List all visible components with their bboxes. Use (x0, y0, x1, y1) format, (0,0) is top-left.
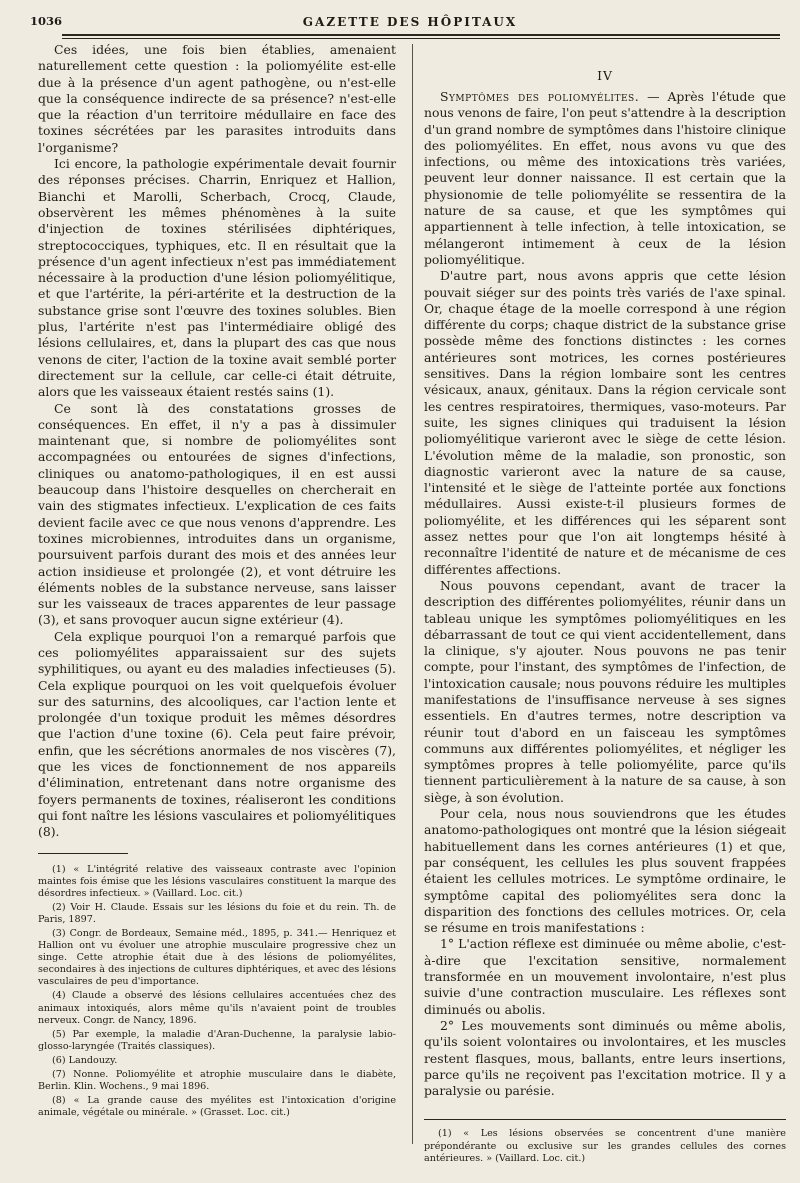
paragraph (424, 89, 786, 268)
section-title: Symptômes des poliomyélites. (440, 89, 640, 104)
footnote: (1) « Les lésions observées se concentrent d'une manière prépondérante ou exclusive sur les grandes cellules des cornes antérieures. » (Vaillard. Loc. cit.) (424, 1128, 786, 1164)
right-column (424, 42, 786, 1167)
header-rule-thin (62, 38, 780, 39)
footnote: (5) Par exemple, la maladie d'Aran-Duchenne, la paralysie labio-glosso-laryngée (Traités classiques). (38, 1028, 396, 1052)
footnote: (3) Congr. de Bordeaux, Semaine méd., 1895, p. 341.— Henriquez et Hallion ont vu évoluer une atrophie musculaire progressive chez un singe. Cette atrophie était due à des lésions de poliomyélites, secondaires à des injections de cultures diphtériques, et avec des lésions vasculaires de peu d'importance. (38, 928, 396, 988)
footnote: (8) « La grande cause des myélites est l'intoxication d'origine animale, végétale ou minérale. » (Grasset. Loc. cit.) (38, 1095, 396, 1119)
header-rule (62, 34, 780, 36)
paragraph: 1° L'action réflexe est diminuée ou même abolie, c'est-à-dire que l'excitation sensitive, normalement transformée en un mouvement involontaire, n'est plus suivie d'une contraction musculaire. Les réflexes sont diminués ou abolis. (424, 936, 786, 1017)
left-column (38, 42, 396, 1121)
paragraph-text: — Après l'étude que nous venons de faire, l'on peut s'attendre à la description d'un grand nombre de symptômes dans l'histoire clinique des poliomyélites. En effet, nous avons vu que des infections, ou même des intoxications très variées, peuvent leur donner naissance. Il est certain que la physionomie de telle poliomyélite se ressentira de la nature de sa cause, et que les symptômes qui appartiennent à telle infection, à telle intoxication, se mélangeront intimement à ceux de la lésion poliomyélitique. (424, 89, 786, 267)
paragraph: D'autre part, nous avons appris que cette lésion pouvait siéger sur des points très variés de l'axe spinal. Or, chaque étage de la moelle correspond à une région différente du corps; chaque district de la substance grise possède même des fonctions distinctes : les cornes antérieures sont motrices, les cornes postérieures sensitives. Dans la région lombaire sont les centres vésicaux, anaux, génitaux. Dans la région cervicale sont les centres respiratoires, thermiques, vaso-moteurs. Par suite, les signes cliniques qui traduisent la lésion poliomyélitique varieront avec le siège de cette lésion. L'évolution même de la maladie, son pronostic, son diagnostic varieront avec la nature de sa cause, l'intensité et le siège de l'atteinte portée aux fonctions médullaires. Aussi existe-t-il plusieurs formes de poliomyélite, et les différences qui les séparent sont assez nettes pour que l'on ait longtemps hésité à reconnaître l'identité de nature et de mécanisme de ces différentes affections. (424, 268, 786, 577)
footnote: (4) Claude a observé des lésions cellulaires accentuées chez des animaux intoxiqués, alors même qu'ils n'avaient point de troubles nerveux. Congr. de Nancy, 1896. (38, 990, 396, 1026)
footnote: (6) Landouzy. (52, 1054, 118, 1066)
page-header (30, 10, 790, 36)
footnote: (7) Nonne. Poliomyélite et atrophie musculaire dans le diabète, Berlin. Klin. Wochens., 9 mai 1896. (38, 1069, 396, 1093)
column-divider (412, 44, 413, 1144)
paragraph: Ici encore, la pathologie expérimentale devait fournir des réponses précises. Charrin, Enriquez et Hallion, Bianchi et Marolli, Scherbach, Crocq, Claude, observèrent les mêmes phénomènes à la suite d'injection de toxines stérilisées diphtériques, streptococciques, typhiques, etc. Il en résultait que la présence d'un agent infectieux n'est pas immédiatement nécessaire à la production d'une lésion poliomyélitique, et que l'artérite, la péri-artérite et la destruction de la substance grise sont l'œuvre des toxines solubles. Bien plus, l'artérite n'est pas l'intermédiaire obligé des lésions cellulaires, et, dans la plupart des cas que nous venons de citer, l'action de la toxine avait semblé porter directement sur la cellule, car celle-ci était détruite, alors que les vaisseaux étaient restés sains (1). (38, 156, 396, 400)
paragraph: Ce sont là des constatations grosses de conséquences. En effet, il n'y a pas à dissimuler maintenant que, si nombre de poliomyélites sont accompagnées ou entourées de signes d'infections, cliniques ou anatomo-pathologiques, il en est aussi beaucoup dans l'histoire desquelles on chercherait en vain des stigmates infectieux. L'explication de ces faits devient facile avec ce que nous venons d'apprendre. Les toxines microbiennes, introduites dans un organisme, poursuivent parfois durant des mois et des années leur action insidieuse et prolongée (2), et vont détruire les éléments nobles de la substance nerveuse, sans laisser sur les vaisseaux de traces apparentes de leur passage (3), et sans provoquer aucun signe extérieur (4). (38, 400, 396, 628)
section-number: IV (597, 68, 613, 83)
journal-title: GAZETTE DES HÔPITAUX (302, 15, 518, 29)
paragraph: Pour cela, nous nous souviendrons que les études anatomo-pathologiques ont montré que la lésion siégeait habituellement dans les cornes antérieures (1) et que, par conséquent, les cellules les plus souvent frappées étaient les cellules motrices. Le symptôme ordinaire, le symptôme capital des poliomyélites sera donc la disparition des fonctions des cellules motrices. Or, cela se résume en trois manifestations : (424, 806, 786, 936)
footnote: (2) Voir H. Claude. Essais sur les lésions du foie et du rein. Th. de Paris, 1897. (38, 901, 396, 925)
footnote-rule (424, 1119, 786, 1120)
paragraph: 2° Les mouvements sont diminués ou même abolis, qu'ils soient volontaires ou involontaires, et les muscles restent flasques, mous, ballants, entre leurs insertions, parce qu'ils ne reçoivent pas l'excitation motrice. Il y a paralysie ou parésie. (424, 1017, 786, 1099)
footnote-rule (38, 853, 128, 854)
page-number: 1036 (30, 14, 63, 28)
paragraph: Cela explique pourquoi l'on a remarqué parfois que ces poliomyélites apparaissaient sur des sujets syphilitiques, ou ayant eu des maladies infectieuses (5). Cela explique pourquoi on les voit quelquefois évoluer sur des saturnins, des alcooliques, car l'action lente et prolongée d'un toxique produit les mêmes désordres que l'action d'une toxine (6). Cela peut faire prévoir, enfin, que les sécrétions anormales de nos viscères (7), que les vices de fonctionnement de nos appareils d'élimination, entretenant dans notre organisme des foyers permanents de toxines, réaliseront les conditions qui font naître les lésions vasculaires et poliomyélitiques (8). (38, 628, 396, 840)
paragraph: Nous pouvons cependant, avant de tracer la description des différentes poliomyélites, réunir dans un tableau unique les symptômes poliomyélitiques en les débarrassant de tout ce qui vient accidentellement, dans la clinique, s'y ajouter. Nous pouvons ne pas tenir compte, pour l'instant, des symptômes de l'infection, de l'intoxication causale; nous pouvons réduire les multiples manifestations de l'insuffisance nerveuse à ses signes essentiels. En d'autres termes, notre description va réunir tout d'abord en un faisceau les symptômes communs aux différentes poliomyélites, et négliger les symptômes propres à telle poliomyélite, parce qu'ils tiennent particulièrement à la nature de sa cause, à son siège, à son évolution. (424, 577, 786, 805)
footnote: (1) « L'intégrité relative des vaisseaux contraste avec l'opinion maintes fois émise que les lésions vasculaires constituent la marque des désordres infectieux. » (Vaillard. Loc. cit.) (38, 863, 396, 899)
paragraph: Ces idées, une fois bien établies, amenaient naturellement cette question : la poliomyélite est-elle due à la présence d'un agent pathogène, ou n'est-elle que la conséquence indirecte de sa présence? n'est-elle que la réaction d'un territoire médullaire en face des toxines sécrétées par les parasites introduits dans l'organisme? (38, 42, 396, 155)
